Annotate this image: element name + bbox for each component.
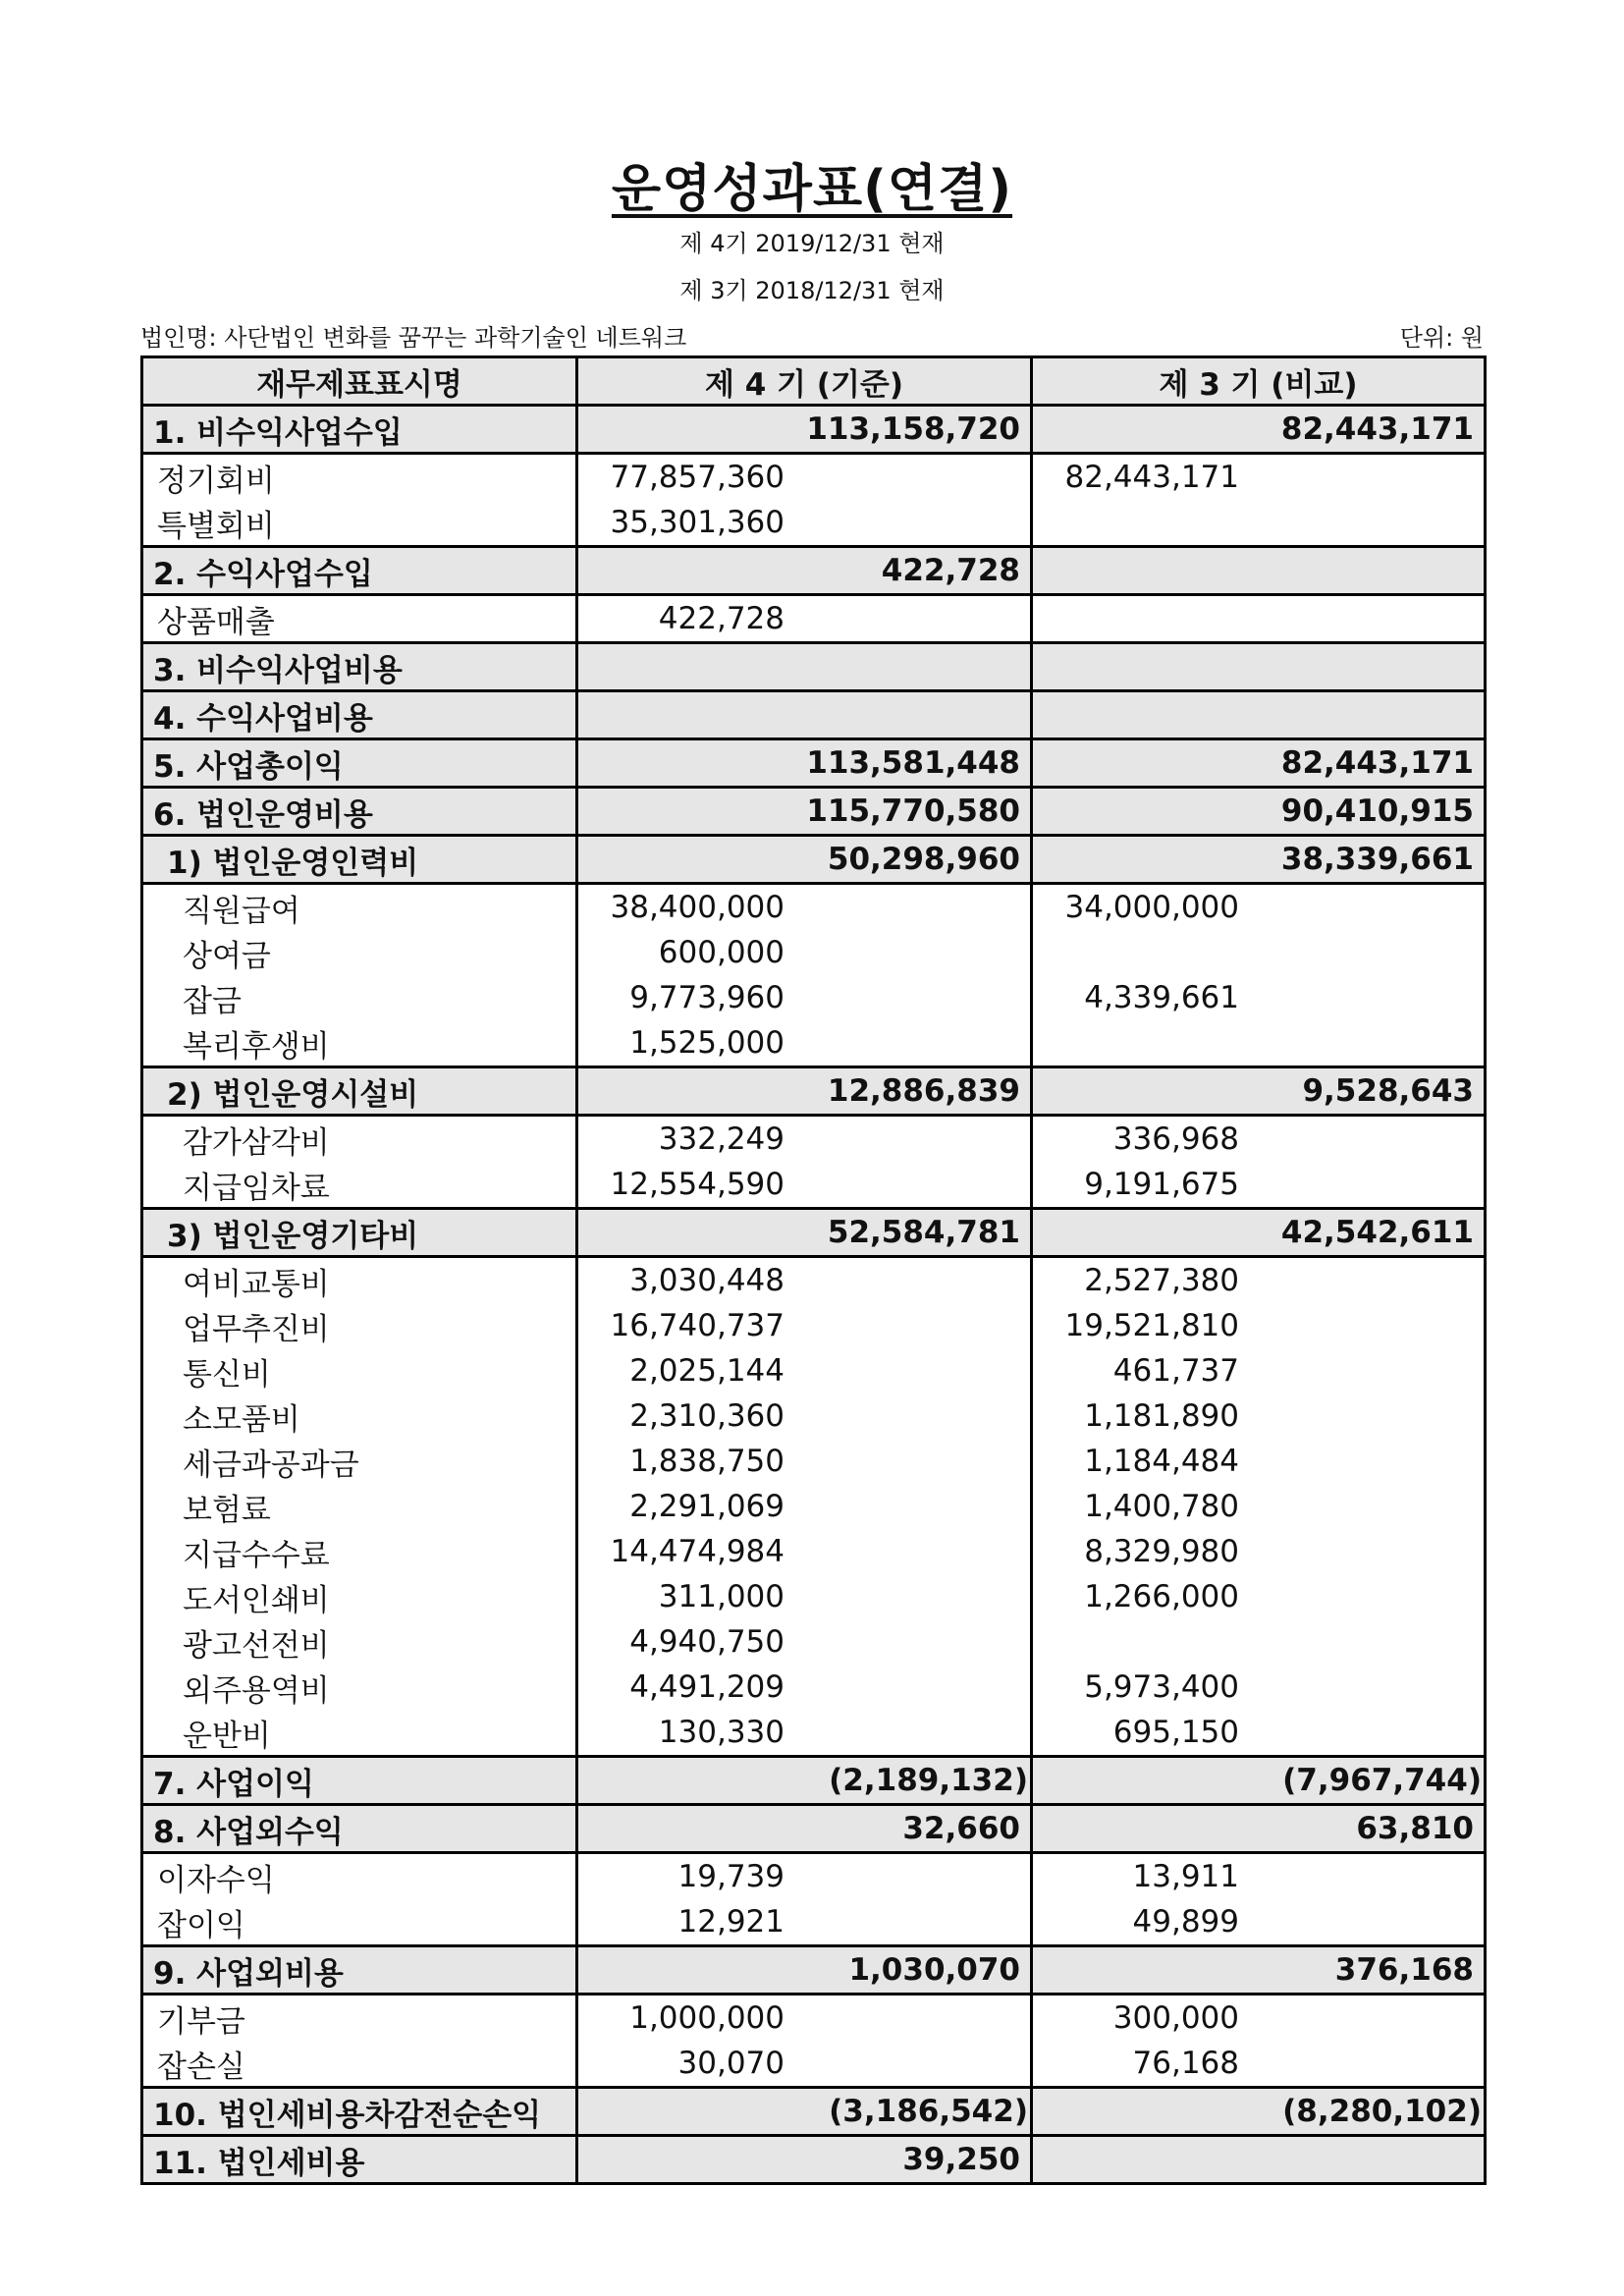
table-body [142, 406, 1486, 2184]
table-row [142, 1619, 1486, 1665]
account-label: 외주용역비 [142, 1665, 577, 1710]
period-current: 제 4기 2019/12/31 현재 [679, 230, 945, 257]
prior-amount [1032, 454, 1486, 501]
amount-value: 4,339,661 [1084, 980, 1239, 1015]
prior-amount [1032, 739, 1486, 788]
table-row [142, 1439, 1486, 1484]
account-label: 업무추진비 [142, 1303, 577, 1348]
current-amount [577, 836, 1032, 884]
amount-value: 332,249 [658, 1121, 785, 1157]
table-row [142, 1853, 1486, 1900]
amount-value: 2,291,069 [629, 1489, 785, 1524]
amount-value: 695,150 [1112, 1715, 1239, 1750]
section-row [142, 1946, 1486, 1995]
prior-amount [1032, 547, 1486, 595]
account-label: 10. 법인세비용차감전순손익 [142, 2088, 577, 2136]
amount-value: 130,330 [658, 1715, 785, 1750]
account-label: 지급수수료 [142, 1529, 577, 1574]
current-amount [577, 691, 1032, 739]
section-row [142, 1757, 1486, 1805]
account-label: 세금과공과금 [142, 1439, 577, 1484]
amount-value: (8,280,102) [1282, 2094, 1482, 2129]
prior-amount [1032, 2136, 1486, 2184]
document-title [0, 147, 1624, 221]
amount-value: 1,181,890 [1084, 1398, 1239, 1434]
table-row [142, 884, 1486, 931]
amount-value: (2,189,132) [829, 1763, 1028, 1798]
prior-amount [1032, 788, 1486, 836]
current-amount [577, 1303, 1032, 1348]
amount-value: 63,810 [1356, 1811, 1474, 1846]
table-row [142, 595, 1486, 643]
amount-value: 52,584,781 [827, 1215, 1020, 1250]
section-row [142, 547, 1486, 595]
account-label: 상여금 [142, 930, 577, 975]
current-amount [577, 1162, 1032, 1209]
amount-value: 1,838,750 [629, 1444, 785, 1479]
current-amount [577, 788, 1032, 836]
amount-value: 2,025,144 [629, 1353, 785, 1389]
amount-value: 115,770,580 [806, 793, 1020, 829]
prior-amount [1032, 1805, 1486, 1853]
account-label: 1. 비수익사업수입 [142, 406, 577, 454]
header-account-name: 재무제표표시명 [142, 357, 577, 406]
prior-amount [1032, 1853, 1486, 1900]
account-label: 기부금 [142, 1995, 577, 2042]
current-amount [577, 1995, 1032, 2042]
account-label: 2) 법인운영시설비 [142, 1067, 577, 1116]
amount-value: 9,773,960 [629, 980, 785, 1015]
current-amount [577, 1946, 1032, 1995]
account-label: 3) 법인운영기타비 [142, 1209, 577, 1257]
amount-value: 2,310,360 [629, 1398, 785, 1434]
amount-value: 77,857,360 [610, 460, 785, 495]
prior-amount [1032, 1257, 1486, 1304]
prior-amount [1032, 884, 1486, 931]
prior-amount [1032, 1303, 1486, 1348]
header-prior-period: 제 3 기 (비교) [1032, 357, 1486, 406]
amount-value: 311,000 [658, 1579, 785, 1614]
amount-value: 90,410,915 [1280, 793, 1474, 829]
prior-amount [1032, 1665, 1486, 1710]
account-label: 9. 사업외비용 [142, 1946, 577, 1995]
prior-amount [1032, 2041, 1486, 2088]
current-amount [577, 930, 1032, 975]
amount-value: 1,030,070 [848, 1952, 1020, 1988]
current-amount [577, 1020, 1032, 1067]
account-label: 3. 비수익사업비용 [142, 643, 577, 691]
account-label: 6. 법인운영비용 [142, 788, 577, 836]
prior-amount [1032, 836, 1486, 884]
amount-value: 1,400,780 [1084, 1489, 1239, 1524]
amount-value: 9,528,643 [1302, 1073, 1474, 1109]
current-amount [577, 1529, 1032, 1574]
current-amount [577, 1439, 1032, 1484]
prior-amount [1032, 595, 1486, 643]
table-row [142, 1394, 1486, 1439]
current-amount [577, 595, 1032, 643]
section-row [142, 788, 1486, 836]
table-row [142, 1484, 1486, 1529]
section-row [142, 1209, 1486, 1257]
prior-amount [1032, 1529, 1486, 1574]
current-amount [577, 739, 1032, 788]
prior-amount [1032, 691, 1486, 739]
current-amount [577, 975, 1032, 1020]
account-label: 감가삼각비 [142, 1116, 577, 1163]
table-row [142, 500, 1486, 547]
amount-value: 19,521,810 [1064, 1308, 1239, 1343]
account-label: 소모품비 [142, 1394, 577, 1439]
current-amount [577, 1619, 1032, 1665]
current-amount [577, 643, 1032, 691]
account-label: 정기회비 [142, 454, 577, 501]
amount-value: 600,000 [658, 935, 785, 970]
current-amount [577, 1574, 1032, 1619]
amount-value: 376,168 [1334, 1952, 1474, 1988]
amount-value: (7,967,744) [1282, 1763, 1482, 1798]
current-amount [577, 1257, 1032, 1304]
table-row [142, 1995, 1486, 2042]
unit-label: 단위: 원 [1399, 324, 1484, 352]
prior-amount [1032, 1995, 1486, 2042]
prior-amount [1032, 1348, 1486, 1394]
account-label: 잡금 [142, 975, 577, 1020]
current-amount [577, 1067, 1032, 1116]
account-label: 통신비 [142, 1348, 577, 1394]
amount-value: 4,940,750 [629, 1624, 785, 1660]
section-row [142, 2136, 1486, 2184]
table-row [142, 1257, 1486, 1304]
amount-value: 12,554,590 [610, 1167, 785, 1202]
amount-value: 336,968 [1112, 1121, 1239, 1157]
current-amount [577, 1757, 1032, 1805]
account-label: 상품매출 [142, 595, 577, 643]
amount-value: 38,400,000 [610, 890, 785, 925]
section-row [142, 643, 1486, 691]
prior-amount [1032, 1394, 1486, 1439]
amount-value: 50,298,960 [827, 842, 1020, 877]
amount-value: 1,184,484 [1084, 1444, 1239, 1479]
amount-value: 42,542,611 [1280, 1215, 1474, 1250]
amount-value: 82,443,171 [1280, 745, 1474, 781]
table-row [142, 454, 1486, 501]
current-amount [577, 1665, 1032, 1710]
current-amount [577, 2041, 1032, 2088]
current-amount [577, 547, 1032, 595]
account-label: 도서인쇄비 [142, 1574, 577, 1619]
account-label: 5. 사업총이익 [142, 739, 577, 788]
table-row [142, 930, 1486, 975]
amount-value: 113,581,448 [806, 745, 1020, 781]
current-amount [577, 1710, 1032, 1757]
account-label: 여비교통비 [142, 1257, 577, 1304]
statement-table [140, 355, 1487, 2185]
account-label: 2. 수익사업수입 [142, 547, 577, 595]
amount-value: 2,527,380 [1084, 1263, 1239, 1298]
account-label: 잡손실 [142, 2041, 577, 2088]
amount-value: 12,886,839 [827, 1073, 1020, 1109]
prior-amount [1032, 1209, 1486, 1257]
corporation-name: 법인명: 사단법인 변화를 꿈꾸는 과학기술인 네트워크 [140, 324, 687, 352]
table-row [142, 1665, 1486, 1710]
account-label: 복리후생비 [142, 1020, 577, 1067]
prior-amount [1032, 1116, 1486, 1163]
amount-value: 12,921 [677, 1904, 785, 1940]
prior-amount [1032, 1067, 1486, 1116]
amount-value: 1,000,000 [629, 2000, 785, 2036]
amount-value: 3,030,448 [629, 1263, 785, 1298]
section-row [142, 739, 1486, 788]
amount-value: 49,899 [1132, 1904, 1239, 1940]
table-row [142, 975, 1486, 1020]
current-amount [577, 1394, 1032, 1439]
amount-value: 82,443,171 [1280, 411, 1474, 447]
current-amount [577, 500, 1032, 547]
account-label: 7. 사업이익 [142, 1757, 577, 1805]
prior-amount [1032, 1484, 1486, 1529]
amount-value: 32,660 [902, 1811, 1020, 1846]
prior-amount [1032, 1946, 1486, 1995]
section-row [142, 2088, 1486, 2136]
current-amount [577, 2088, 1032, 2136]
amount-value: 38,339,661 [1280, 842, 1474, 877]
prior-amount [1032, 1020, 1486, 1067]
amount-value: 13,911 [1132, 1859, 1239, 1894]
amount-value: 300,000 [1112, 2000, 1239, 2036]
table-row [142, 1710, 1486, 1757]
prior-amount [1032, 975, 1486, 1020]
section-row [142, 691, 1486, 739]
table-row [142, 1303, 1486, 1348]
account-label: 8. 사업외수익 [142, 1805, 577, 1853]
header-current-period: 제 4 기 (기준) [577, 357, 1032, 406]
table-row [142, 1899, 1486, 1946]
prior-amount [1032, 1757, 1486, 1805]
current-amount [577, 884, 1032, 931]
account-label: 잡이익 [142, 1899, 577, 1946]
account-label: 특별회비 [142, 500, 577, 547]
current-amount [577, 1348, 1032, 1394]
amount-value: 35,301,360 [610, 505, 785, 540]
amount-value: 1,266,000 [1084, 1579, 1239, 1614]
current-amount [577, 1116, 1032, 1163]
prior-amount [1032, 643, 1486, 691]
table-header-row [142, 357, 1486, 406]
amount-value: 82,443,171 [1064, 460, 1239, 495]
current-amount [577, 454, 1032, 501]
prior-amount [1032, 1899, 1486, 1946]
period-prior: 제 3기 2018/12/31 현재 [679, 277, 945, 304]
current-amount [577, 406, 1032, 454]
amount-value: 39,250 [902, 2142, 1020, 2177]
prior-amount [1032, 500, 1486, 547]
prior-amount [1032, 930, 1486, 975]
amount-value: 4,491,209 [629, 1669, 785, 1705]
current-amount [577, 1484, 1032, 1529]
prior-amount [1032, 1162, 1486, 1209]
prior-amount [1032, 2088, 1486, 2136]
amount-value: 76,168 [1132, 2046, 1239, 2081]
table-row [142, 1574, 1486, 1619]
prior-amount [1032, 1710, 1486, 1757]
amount-value: 461,737 [1112, 1353, 1239, 1389]
account-label: 이자수익 [142, 1853, 577, 1900]
table-row [142, 1348, 1486, 1394]
section-row [142, 1067, 1486, 1116]
current-amount [577, 1805, 1032, 1853]
current-amount [577, 1899, 1032, 1946]
table-row [142, 1529, 1486, 1574]
amount-value: 422,728 [658, 601, 785, 636]
current-amount [577, 1209, 1032, 1257]
current-amount [577, 2136, 1032, 2184]
table-row [142, 1162, 1486, 1209]
amount-value: 9,191,675 [1084, 1167, 1239, 1202]
table-row [142, 2041, 1486, 2088]
account-label: 직원급여 [142, 884, 577, 931]
account-label: 1) 법인운영인력비 [142, 836, 577, 884]
account-label: 11. 법인세비용 [142, 2136, 577, 2184]
amount-value: 422,728 [881, 553, 1020, 588]
account-label: 지급임차료 [142, 1162, 577, 1209]
prior-amount [1032, 1574, 1486, 1619]
amount-value: 14,474,984 [610, 1534, 785, 1569]
amount-value: 5,973,400 [1084, 1669, 1239, 1705]
prior-amount [1032, 406, 1486, 454]
account-label: 보험료 [142, 1484, 577, 1529]
table-row [142, 1020, 1486, 1067]
amount-value: (3,186,542) [829, 2094, 1028, 2129]
amount-value: 1,525,000 [629, 1025, 785, 1061]
prior-amount [1032, 1619, 1486, 1665]
amount-value: 16,740,737 [610, 1308, 785, 1343]
title-text: 운영성과표(연결) [611, 160, 1013, 219]
prior-amount [1032, 1439, 1486, 1484]
current-amount [577, 1853, 1032, 1900]
amount-value: 113,158,720 [806, 411, 1020, 447]
table-row [142, 1116, 1486, 1163]
section-row [142, 1805, 1486, 1853]
account-label: 4. 수익사업비용 [142, 691, 577, 739]
account-label: 운반비 [142, 1710, 577, 1757]
amount-value: 30,070 [677, 2046, 785, 2081]
amount-value: 34,000,000 [1064, 890, 1239, 925]
account-label: 광고선전비 [142, 1619, 577, 1665]
section-row [142, 406, 1486, 454]
amount-value: 19,739 [677, 1859, 785, 1894]
amount-value: 8,329,980 [1084, 1534, 1239, 1569]
section-row [142, 836, 1486, 884]
